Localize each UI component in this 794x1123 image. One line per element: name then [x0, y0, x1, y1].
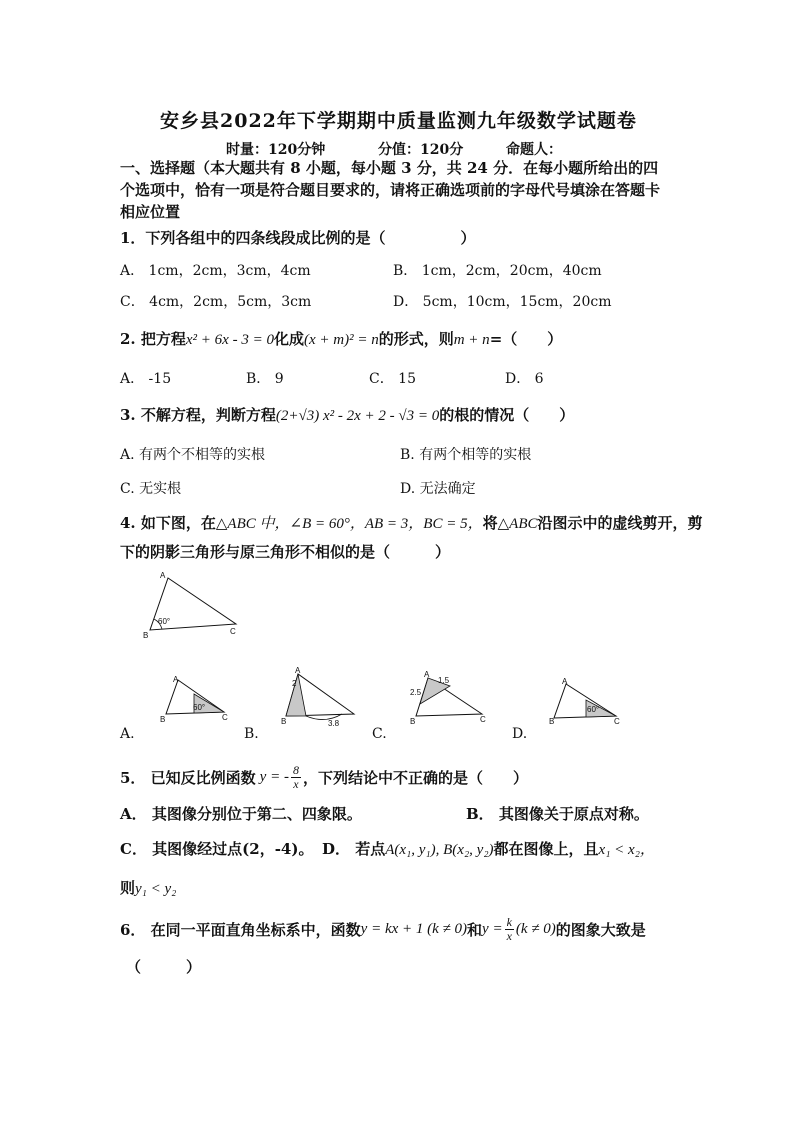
q2-stem-d: =（ ） — [489, 330, 563, 348]
fig-c-label-B: B — [410, 717, 416, 726]
q4-triangle: △ABC — [497, 516, 538, 532]
fig-c-label-A: A — [424, 670, 430, 679]
label-B: B — [143, 631, 149, 640]
q5-option-c: C． 其图像经过点(2，-4)。 — [120, 840, 314, 858]
q5-conclusion — [120, 877, 176, 898]
q5-option-a: A． 其图像分别位于第二、四象限。 — [120, 805, 362, 823]
q5-stem — [120, 764, 528, 791]
fig-a-angle: 60° — [193, 703, 206, 712]
fig-d-angle: 60° — [587, 705, 600, 714]
q5-concl-eq: y₁ < y₂ — [135, 881, 177, 897]
section-intro: 一、选择题（本大题共有 8 小题，每小题 3 分，共 24 分．在每小题所给出的四个选项中，恰有一项是符合题目要求的，请将正确选项前的字母代号填涂在答题卡相应位置 — [120, 159, 661, 221]
q5-d-points: A(x₁, y₁), B(x₂, y₂) — [385, 842, 494, 858]
fig-b-label-38: 3.8 — [328, 719, 340, 728]
q4-option-b: B. — [244, 726, 259, 742]
q5-fraction — [291, 764, 301, 791]
q2-option-a: A． -15 — [120, 371, 172, 387]
q2-form: (x + m)² = n — [303, 332, 379, 348]
q5-denominator: x — [293, 777, 299, 791]
fig-b-label-A: A — [295, 666, 301, 675]
exam-author: 命题人： — [506, 142, 562, 158]
q4-stem-b: 将 — [482, 514, 498, 532]
q1-stem: 1．下列各组中的四条线段成比例的是（ ） — [120, 229, 476, 247]
q5-eq-lhs: y = - — [259, 769, 289, 785]
q5-d-cond: x₁ < x₂， — [598, 842, 655, 858]
fig-d-label-B: B — [549, 717, 555, 726]
q3-option-d: D. 无法确定 — [400, 481, 476, 497]
exam-time: 时量：120分钟 — [226, 142, 326, 158]
q5-d-b: 都在图像上，且 — [493, 840, 599, 858]
q6-stem — [120, 916, 646, 943]
fig-a-label-C: C — [222, 713, 228, 722]
q6-denominator: x — [506, 929, 512, 943]
fig-a-label-A: A — [173, 675, 179, 684]
q2-stem-c: 的形式，则 — [378, 330, 454, 348]
q2-option-b: B． 9 — [246, 371, 284, 387]
q6-stem-b: 和 — [467, 921, 483, 939]
q4-stem-line2: 下的阴影三角形与原三角形不相似的是（ ） — [120, 543, 451, 561]
q6-stem-a: 6． 在同一平面直角坐标系中，函数 — [120, 921, 361, 939]
fig-d-label-A: A — [562, 677, 568, 686]
q1-option-b: B． 1cm，2cm，20cm，40cm — [393, 263, 602, 279]
q5-stem-b: ，下列结论中不正确的是（ ） — [302, 769, 528, 787]
q5-stem-a: 5． 已知反比例函数 — [120, 769, 256, 787]
q5-d-a: D． 若点 — [322, 840, 386, 858]
q2-stem-a: 2. 把方程 — [120, 330, 186, 348]
q4-option-c: C. — [372, 726, 387, 742]
q3-equation: (2+√3) x² - 2x + 2 - √3 = 0 — [275, 408, 440, 424]
q2-stem-b: 化成 — [273, 330, 304, 348]
q6-fraction — [505, 916, 514, 943]
fig-b-label-2: 2 — [292, 679, 297, 688]
q3-stem — [120, 404, 574, 425]
q3-option-c: C. 无实根 — [120, 481, 182, 497]
fig-d-label-C: C — [614, 717, 620, 726]
q1-option-a: A． 1cm，2cm，3cm，4cm — [120, 263, 311, 279]
q2-stem — [120, 328, 562, 349]
fig-c-label-15: 1.5 — [438, 676, 450, 685]
q3-stem-b: 的根的情况（ ） — [439, 406, 575, 424]
label-C: C — [230, 627, 236, 636]
q6-numerator: k — [506, 915, 512, 929]
q4-option-a: A. — [120, 726, 135, 742]
fig-c-label-C: C — [480, 715, 486, 724]
q3-option-b: B. 有两个相等的实根 — [400, 447, 532, 463]
label-angle: 60° — [158, 617, 171, 626]
q3-stem-a: 3. 不解方程，判断方程 — [120, 406, 276, 424]
fig-a-label-B: B — [160, 715, 166, 724]
q6-eq1: y = kx + 1 (k ≠ 0) — [360, 921, 468, 937]
q4-stem-line1 — [120, 512, 703, 533]
q4-conditions: △ABC 中，∠B = 60°，AB = 3，BC = 5， — [215, 516, 483, 532]
q4-main-triangle-figure — [140, 572, 250, 642]
q2-option-c: C． 15 — [369, 371, 416, 387]
q6-eq2-rhs: (k ≠ 0) — [515, 921, 556, 937]
fig-c-label-25: 2.5 — [410, 688, 422, 697]
q2-option-d: D． 6 — [505, 371, 544, 387]
q1-option-d: D． 5cm，10cm，15cm，20cm — [393, 294, 612, 310]
q6-eq2-lhs: y = — [482, 921, 503, 937]
q4-figure-a — [158, 674, 230, 724]
q5-option-b: B． 其图像关于原点对称。 — [466, 805, 649, 823]
q4-stem-c: 沿图示中的虚线剪开，剪 — [537, 514, 703, 532]
q6-answer-paren: （ ） — [126, 958, 202, 976]
q5-concl-a: 则 — [120, 879, 136, 897]
q4-stem-a: 4. 如下图，在 — [120, 514, 216, 532]
q5-numerator: 8 — [292, 763, 299, 777]
exam-score: 分值：120分 — [378, 142, 464, 158]
q3-option-a: A. 有两个不相等的实根 — [120, 447, 266, 463]
fig-b-label-B: B — [281, 717, 287, 726]
q1-option-c: C． 4cm，2cm，5cm，3cm — [120, 294, 312, 310]
q2-equation: x² + 6x - 3 = 0 — [185, 332, 274, 348]
q4-option-d: D. — [512, 726, 528, 742]
q6-stem-c: 的图象大致是 — [555, 921, 646, 939]
q4-figure-d — [548, 678, 622, 724]
q4-figure-b — [280, 668, 360, 728]
label-A: A — [160, 571, 166, 580]
q5-option-d — [322, 838, 655, 859]
q4-figure-c — [408, 672, 490, 724]
exam-title: 安乡县2022年下学期期中质量监测九年级数学试题卷 — [160, 110, 637, 132]
q2-sum: m + n — [453, 332, 490, 348]
